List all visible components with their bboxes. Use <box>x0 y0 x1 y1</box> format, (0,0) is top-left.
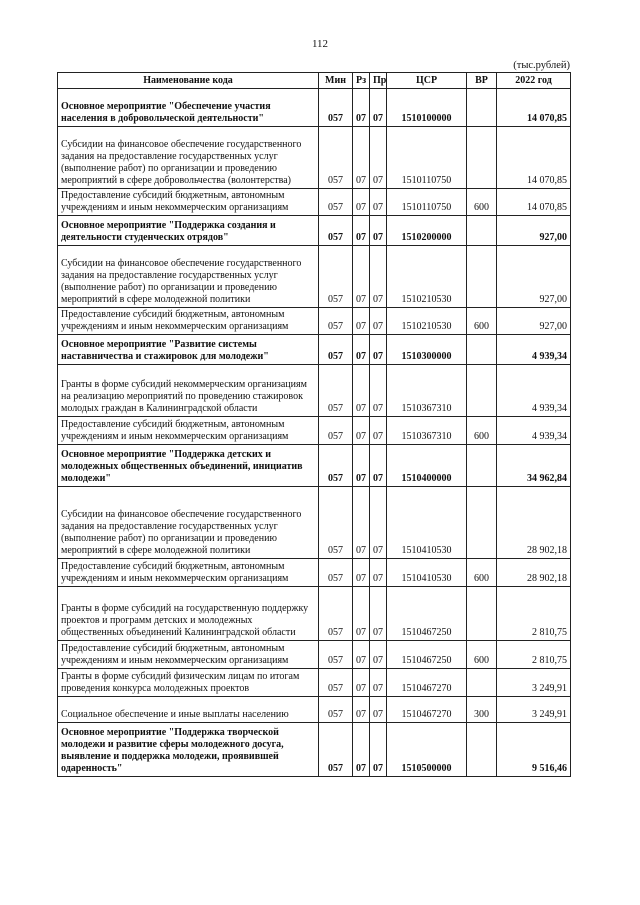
cell-rz: 07 <box>353 417 370 445</box>
cell-amount: 14 070,85 <box>497 189 571 216</box>
table-row <box>58 587 571 641</box>
cell-rz: 07 <box>353 335 370 365</box>
header-year: 2022 год <box>497 73 571 89</box>
cell-name: Предоставление субсидий бюджетным, автономным учреждениям и иным некоммерческим организациям <box>58 189 319 216</box>
cell-csr: 1510210530 <box>387 308 467 335</box>
cell-amount: 3 249,91 <box>497 697 571 723</box>
cell-vr <box>467 445 497 487</box>
cell-rz: 07 <box>353 246 370 308</box>
cell-rz: 07 <box>353 723 370 777</box>
table-row <box>58 127 571 189</box>
table-row <box>58 669 571 697</box>
cell-csr: 1510300000 <box>387 335 467 365</box>
table-row <box>58 697 571 723</box>
cell-vr: 600 <box>467 641 497 669</box>
header-csr: ЦСР <box>387 73 467 89</box>
cell-rz: 07 <box>353 127 370 189</box>
cell-min: 057 <box>319 216 353 246</box>
cell-name: Субсидии на финансовое обеспечение государственного задания на предоставление государственных услуг (выполнение работ) по организации и проведению мероприятий в сфере молодежной политики <box>58 487 319 559</box>
table-row-main-event <box>58 335 571 365</box>
cell-rz: 07 <box>353 89 370 127</box>
cell-amount: 2 810,75 <box>497 641 571 669</box>
cell-pr: 07 <box>370 559 387 587</box>
cell-rz: 07 <box>353 587 370 641</box>
cell-name: Социальное обеспечение и иные выплаты населению <box>58 697 319 723</box>
cell-name: Субсидии на финансовое обеспечение государственного задания на предоставление государственных услуг (выполнение работ) по организации и проведению мероприятий в сфере молодежной политики <box>58 246 319 308</box>
cell-name: Основное мероприятие "Обеспечение участия населения в добровольческой деятельности" <box>58 89 319 127</box>
cell-vr <box>467 216 497 246</box>
cell-vr <box>467 127 497 189</box>
cell-amount: 927,00 <box>497 216 571 246</box>
cell-vr <box>467 669 497 697</box>
cell-csr: 1510200000 <box>387 216 467 246</box>
cell-rz: 07 <box>353 445 370 487</box>
cell-amount: 927,00 <box>497 246 571 308</box>
cell-csr: 1510367310 <box>387 417 467 445</box>
cell-pr: 07 <box>370 189 387 216</box>
cell-pr: 07 <box>370 365 387 417</box>
cell-amount: 2 810,75 <box>497 587 571 641</box>
cell-min: 057 <box>319 127 353 189</box>
cell-min: 057 <box>319 308 353 335</box>
cell-amount: 28 902,18 <box>497 487 571 559</box>
cell-name: Предоставление субсидий бюджетным, автономным учреждениям и иным некоммерческим организациям <box>58 417 319 445</box>
cell-pr: 07 <box>370 445 387 487</box>
budget-table <box>57 72 571 777</box>
cell-min: 057 <box>319 587 353 641</box>
table-row-main-event <box>58 445 571 487</box>
cell-name: Основное мероприятие "Поддержка творческой молодежи и развитие сферы молодежного досуга, выявление и поддержка молодежи, проявившей одаренность" <box>58 723 319 777</box>
cell-csr: 1510110750 <box>387 189 467 216</box>
cell-name: Субсидии на финансовое обеспечение государственного задания на предоставление государственных услуг (выполнение работ) по организации и проведению мероприятий в сфере добровольчества (волонтерства) <box>58 127 319 189</box>
cell-min: 057 <box>319 641 353 669</box>
table-row-main-event <box>58 723 571 777</box>
cell-amount: 4 939,34 <box>497 365 571 417</box>
cell-csr: 1510410530 <box>387 487 467 559</box>
cell-amount: 9 516,46 <box>497 723 571 777</box>
cell-min: 057 <box>319 89 353 127</box>
table-row <box>58 487 571 559</box>
page-number: 112 <box>311 38 329 50</box>
cell-vr <box>467 723 497 777</box>
cell-amount: 4 939,34 <box>497 417 571 445</box>
header-name: Наименование кода <box>58 73 319 89</box>
cell-csr: 1510367310 <box>387 365 467 417</box>
cell-vr <box>467 335 497 365</box>
table-row <box>58 308 571 335</box>
cell-vr <box>467 89 497 127</box>
cell-min: 057 <box>319 445 353 487</box>
cell-csr: 1510410530 <box>387 559 467 587</box>
cell-rz: 07 <box>353 669 370 697</box>
header-min: Мин <box>319 73 353 89</box>
cell-rz: 07 <box>353 365 370 417</box>
cell-amount: 28 902,18 <box>497 559 571 587</box>
cell-rz: 07 <box>353 216 370 246</box>
cell-name: Гранты в форме субсидий некоммерческим организациям на реализацию мероприятий по проведению стажировок молодых граждан в Калининградской области <box>58 365 319 417</box>
cell-name: Предоставление субсидий бюджетным, автономным учреждениям и иным некоммерческим организациям <box>58 641 319 669</box>
cell-amount: 3 249,91 <box>497 669 571 697</box>
header-pr: Пр <box>370 73 387 89</box>
cell-csr: 1510467250 <box>387 641 467 669</box>
cell-csr: 1510467270 <box>387 697 467 723</box>
table-row <box>58 641 571 669</box>
cell-name: Основное мероприятие "Поддержка детских и молодежных общественных объединений, инициатив молодежи" <box>58 445 319 487</box>
cell-pr: 07 <box>370 641 387 669</box>
cell-vr: 600 <box>467 417 497 445</box>
cell-name: Предоставление субсидий бюджетным, автономным учреждениям и иным некоммерческим организациям <box>58 559 319 587</box>
table-row <box>58 417 571 445</box>
cell-csr: 1510467270 <box>387 669 467 697</box>
cell-csr: 1510467250 <box>387 587 467 641</box>
cell-min: 057 <box>319 697 353 723</box>
header-rz: Рз <box>353 73 370 89</box>
cell-pr: 07 <box>370 417 387 445</box>
cell-amount: 34 962,84 <box>497 445 571 487</box>
cell-name: Гранты в форме субсидий на государственную поддержку проектов и программ детских и молодежных общественных объединений Калининградской области <box>58 587 319 641</box>
cell-name: Гранты в форме субсидий физическим лицам по итогам проведения конкурса молодежных проектов <box>58 669 319 697</box>
cell-min: 057 <box>319 669 353 697</box>
cell-vr <box>467 365 497 417</box>
cell-csr: 1510210530 <box>387 246 467 308</box>
cell-min: 057 <box>319 559 353 587</box>
cell-vr <box>467 246 497 308</box>
cell-csr: 1510110750 <box>387 127 467 189</box>
cell-rz: 07 <box>353 308 370 335</box>
table-row <box>58 246 571 308</box>
table-row <box>58 559 571 587</box>
table-row-main-event <box>58 216 571 246</box>
cell-pr: 07 <box>370 669 387 697</box>
cell-vr: 600 <box>467 559 497 587</box>
cell-pr: 07 <box>370 246 387 308</box>
cell-pr: 07 <box>370 335 387 365</box>
cell-vr: 600 <box>467 189 497 216</box>
cell-min: 057 <box>319 246 353 308</box>
cell-min: 057 <box>319 335 353 365</box>
table-row-main-event <box>58 89 571 127</box>
cell-amount: 14 070,85 <box>497 89 571 127</box>
table-row <box>58 365 571 417</box>
cell-pr: 07 <box>370 216 387 246</box>
cell-amount: 927,00 <box>497 308 571 335</box>
cell-rz: 07 <box>353 487 370 559</box>
cell-vr: 600 <box>467 308 497 335</box>
cell-min: 057 <box>319 189 353 216</box>
cell-amount: 4 939,34 <box>497 335 571 365</box>
cell-min: 057 <box>319 487 353 559</box>
cell-pr: 07 <box>370 89 387 127</box>
cell-pr: 07 <box>370 723 387 777</box>
cell-rz: 07 <box>353 559 370 587</box>
cell-min: 057 <box>319 417 353 445</box>
cell-csr: 1510400000 <box>387 445 467 487</box>
cell-rz: 07 <box>353 189 370 216</box>
cell-name: Основное мероприятие "Поддержка создания и деятельности студенческих отрядов" <box>58 216 319 246</box>
cell-min: 057 <box>319 723 353 777</box>
cell-pr: 07 <box>370 487 387 559</box>
cell-min: 057 <box>319 365 353 417</box>
cell-rz: 07 <box>353 697 370 723</box>
cell-pr: 07 <box>370 587 387 641</box>
cell-rz: 07 <box>353 641 370 669</box>
units-label: (тыс.рублей) <box>513 60 570 71</box>
cell-amount: 14 070,85 <box>497 127 571 189</box>
cell-pr: 07 <box>370 697 387 723</box>
cell-csr: 1510500000 <box>387 723 467 777</box>
cell-csr: 1510100000 <box>387 89 467 127</box>
cell-vr <box>467 587 497 641</box>
table-header-row <box>58 73 571 89</box>
cell-vr: 300 <box>467 697 497 723</box>
cell-pr: 07 <box>370 308 387 335</box>
cell-name: Предоставление субсидий бюджетным, автономным учреждениям и иным некоммерческим организациям <box>58 308 319 335</box>
cell-vr <box>467 487 497 559</box>
table-row <box>58 189 571 216</box>
header-vr: ВР <box>467 73 497 89</box>
cell-pr: 07 <box>370 127 387 189</box>
cell-name: Основное мероприятие "Развитие системы наставничества и стажировок для молодежи" <box>58 335 319 365</box>
